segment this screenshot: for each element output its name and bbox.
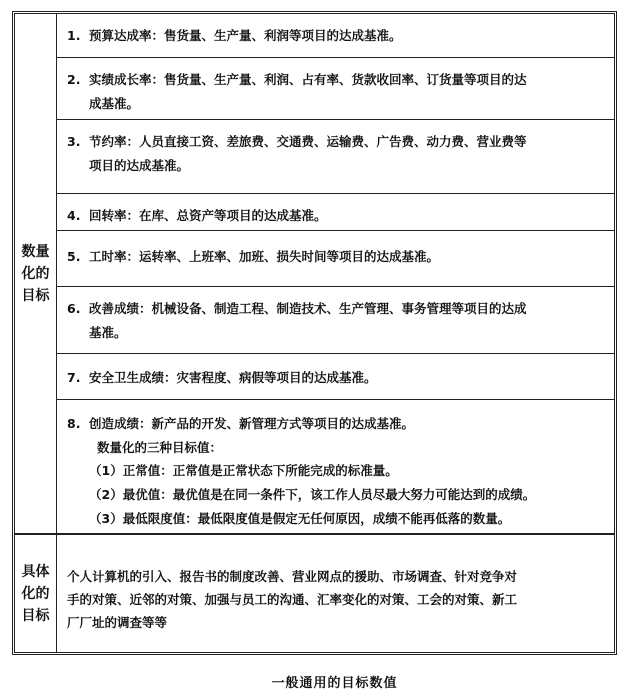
target-value-minimum — [67, 507, 604, 531]
section-label-quantified — [15, 14, 57, 533]
section-label-text: 数量化的目标 — [21, 243, 50, 304]
target-value-name: 最优值： — [122, 487, 173, 502]
goal-number: 5. — [67, 249, 81, 264]
goal-number: 2. — [67, 72, 81, 87]
goal-row-7 — [57, 354, 614, 400]
target-value-name: 正常值： — [122, 463, 173, 478]
goal-title: 工时率： — [89, 249, 140, 264]
goal-text-continued: 基准。 — [89, 325, 127, 340]
goal-number: 8. — [67, 416, 81, 431]
target-values-heading: 数量化的三种目标值： — [97, 440, 223, 455]
target-value-desc: 最低限度值是假定无任何原因，成绩不能再低落的数量。 — [197, 511, 511, 526]
goal-text: 运转率、上班率、加班、损失时间等项目的达成基准。 — [139, 249, 440, 264]
target-value-optimal — [67, 483, 604, 507]
concrete-goal-area — [57, 535, 614, 652]
target-value-number: （2） — [89, 487, 123, 502]
table-caption: 一般通用的目标数值 — [271, 676, 398, 691]
quantified-goal-rows — [57, 14, 614, 533]
goal-text-continued: 成基准。 — [89, 96, 140, 111]
goal-title: 安全卫生成绩： — [89, 370, 177, 385]
goal-title: 改善成绩： — [89, 301, 152, 316]
goal-title: 实绩成长率： — [89, 72, 165, 87]
goal-row-3 — [57, 120, 614, 194]
goal-number: 6. — [67, 301, 81, 316]
concrete-goal-text — [57, 555, 614, 634]
goal-number: 7. — [67, 370, 81, 385]
goal-text: 新产品的开发、新管理方式等项目的达成基准。 — [151, 416, 415, 431]
goal-row-2 — [57, 58, 614, 120]
goal-row-8 — [57, 400, 614, 533]
goal-text: 售货量、生产量、利润等项目的达成基准。 — [164, 28, 402, 43]
goal-title: 回转率： — [89, 208, 140, 223]
target-value-number: （1） — [89, 463, 123, 478]
goal-text: 人员直接工资、差旅费、交通费、运输费、广告费、动力费、营业费等 — [139, 134, 527, 149]
goal-text: 在库、总资产等项目的达成基准。 — [139, 208, 327, 223]
goal-number: 1. — [67, 28, 81, 43]
concrete-goal-line: 个人计算机的引入、报告书的制度改善、营业网点的援助、市场调查、针对竞争对 — [67, 569, 518, 584]
goal-title: 节约率： — [89, 134, 140, 149]
concrete-goal-line: 手的对策、近邻的对策、加强与员工的沟通、汇率变化的对策、工会的对策、新工 — [67, 592, 518, 607]
goal-row-4 — [57, 194, 614, 231]
target-value-normal — [67, 459, 604, 483]
goal-number: 4. — [67, 208, 81, 223]
goal-text: 机械设备、制造工程、制造技术、生产管理、事务管理等项目的达成 — [151, 301, 527, 316]
goals-table — [12, 11, 617, 655]
goal-text: 灾害程度、病假等项目的达成基准。 — [176, 370, 377, 385]
goal-title: 预算达成率： — [89, 28, 165, 43]
goal-row-5 — [57, 231, 614, 287]
goal-text-continued: 项目的达成基准。 — [89, 158, 190, 173]
section-label-text: 具体化的目标 — [21, 563, 50, 624]
goal-text: 售货量、生产量、利润、占有率、货款收回率、订货量等项目的达 — [164, 72, 527, 87]
target-value-name: 最低限度值： — [122, 511, 198, 526]
target-value-number: （3） — [89, 511, 123, 526]
target-value-desc: 最优值是在同一条件下，该工作人员尽最大努力可能达到的成绩。 — [172, 487, 536, 502]
goal-row-6 — [57, 287, 614, 354]
goal-number: 3. — [67, 134, 81, 149]
target-value-desc: 正常值是正常状态下所能完成的标准量。 — [172, 463, 398, 478]
section-label-concrete — [15, 535, 57, 652]
concrete-goal-line: 厂厂址的调查等等 — [67, 615, 168, 630]
goal-title: 创造成绩： — [89, 416, 152, 431]
goal-row-1 — [57, 14, 614, 58]
